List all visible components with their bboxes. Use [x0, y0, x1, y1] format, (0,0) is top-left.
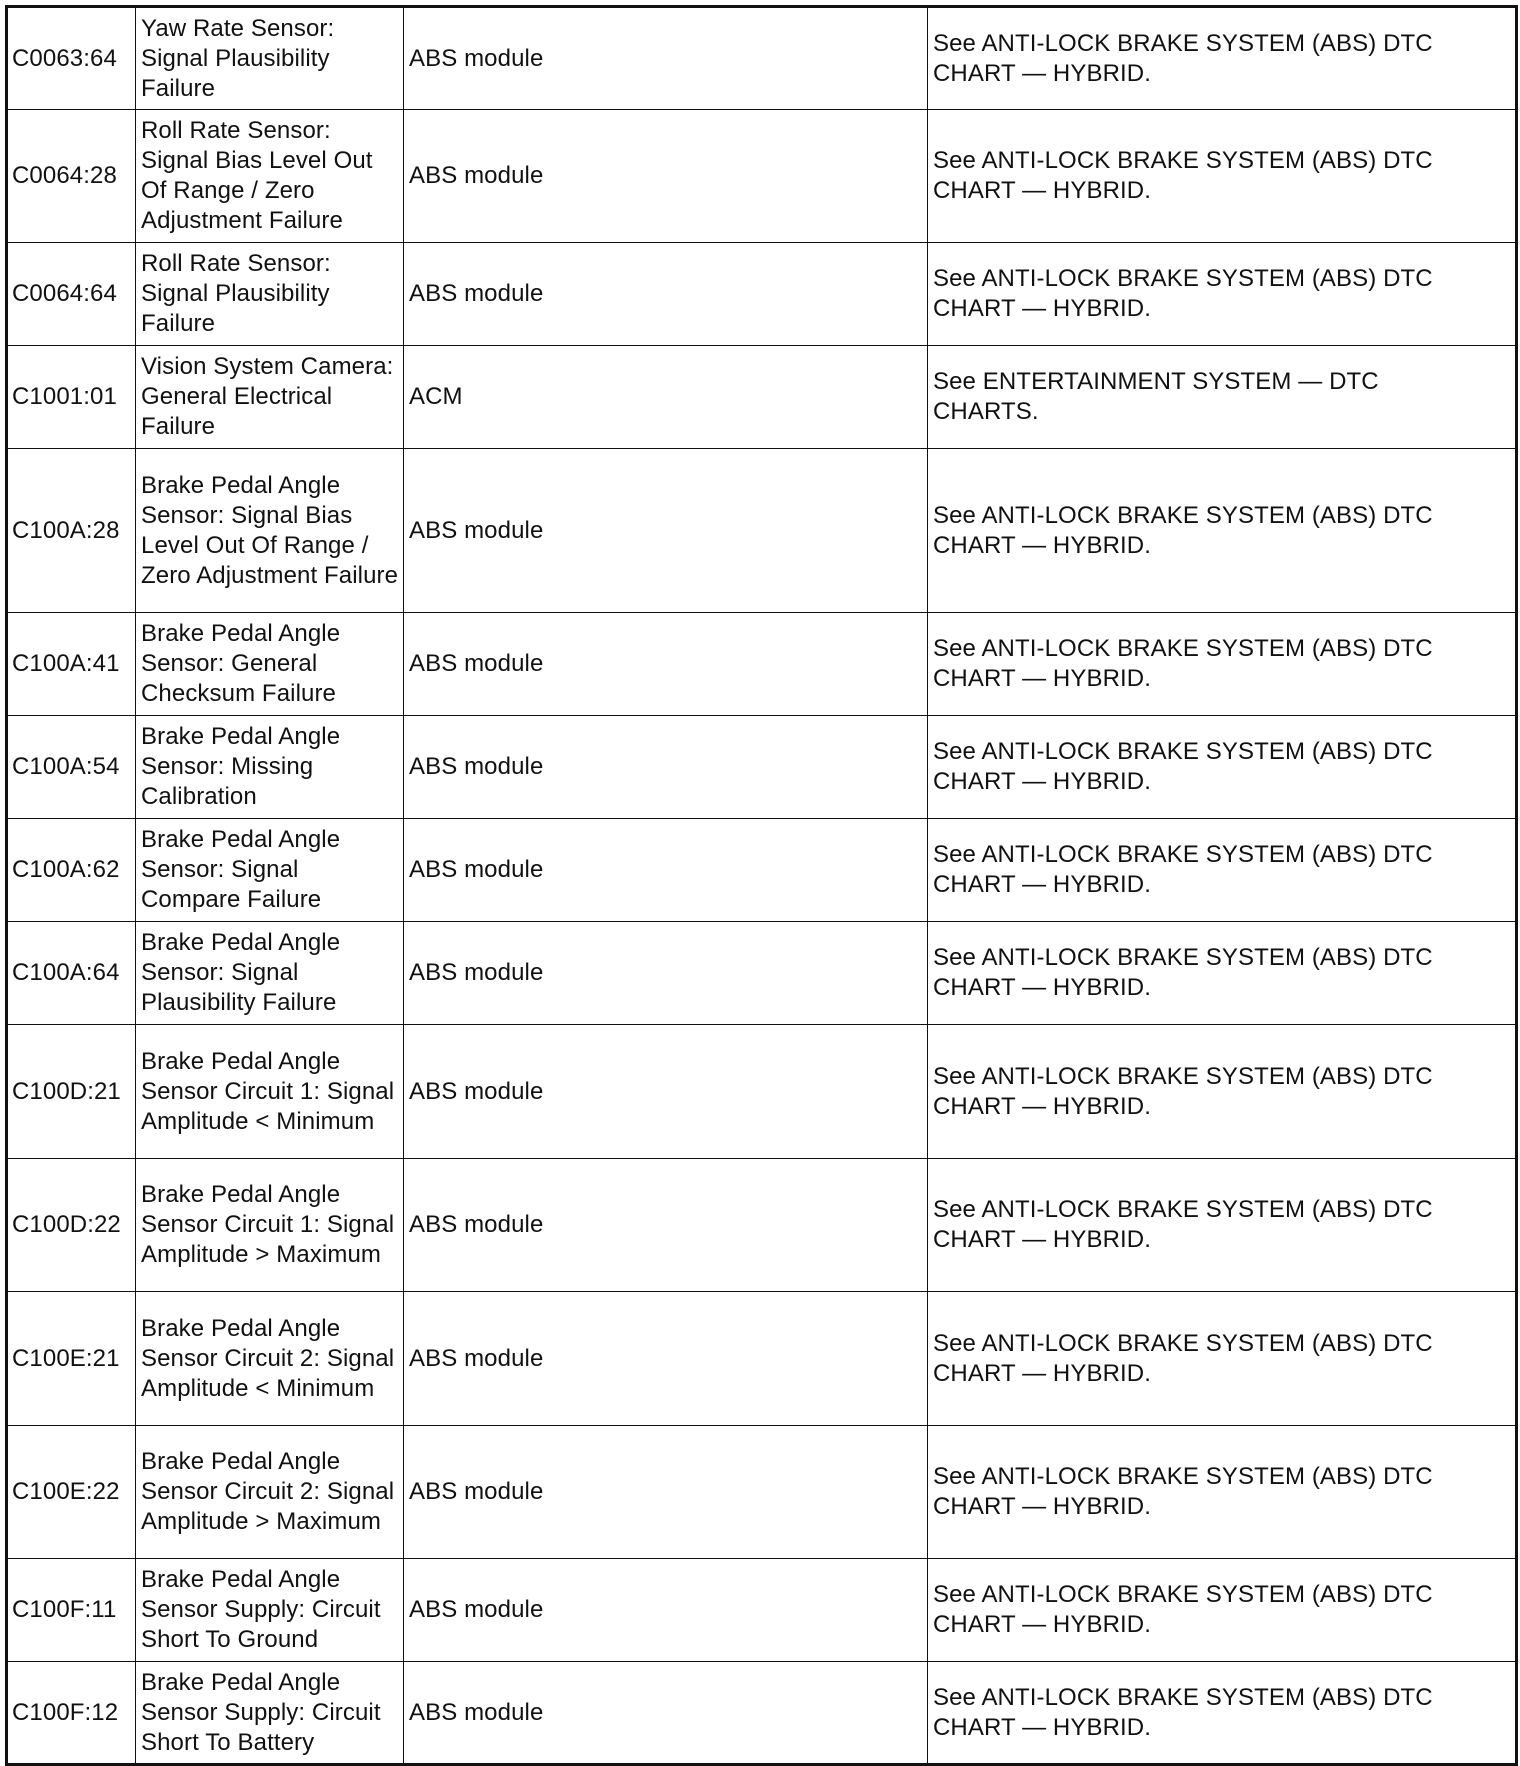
table-row	[7, 922, 1517, 1025]
table-row	[7, 449, 1517, 613]
dtc-code: C100D:22	[7, 1159, 136, 1292]
table-row	[7, 819, 1517, 922]
dtc-action: See ANTI-LOCK BRAKE SYSTEM (ABS) DTC CHART — HYBRID.	[928, 243, 1517, 346]
dtc-action: See ANTI-LOCK BRAKE SYSTEM (ABS) DTC CHART — HYBRID.	[928, 1025, 1517, 1159]
dtc-module: ABS module	[404, 243, 928, 346]
dtc-module: ABS module	[404, 922, 928, 1025]
table-row	[7, 1662, 1517, 1765]
table-row	[7, 1559, 1517, 1662]
dtc-code: C100E:21	[7, 1292, 136, 1426]
dtc-module: ABS module	[404, 1662, 928, 1765]
dtc-code: C1001:01	[7, 346, 136, 449]
dtc-action: See ANTI-LOCK BRAKE SYSTEM (ABS) DTC CHART — HYBRID.	[928, 819, 1517, 922]
dtc-code: C100A:64	[7, 922, 136, 1025]
dtc-action: See ANTI-LOCK BRAKE SYSTEM (ABS) DTC CHART — HYBRID.	[928, 1662, 1517, 1765]
dtc-description: Brake Pedal Angle Sensor Circuit 1: Signal Amplitude > Maximum	[136, 1159, 404, 1292]
dtc-module: ACM	[404, 346, 928, 449]
dtc-module: ABS module	[404, 613, 928, 716]
table-row	[7, 7, 1517, 110]
dtc-action: See ANTI-LOCK BRAKE SYSTEM (ABS) DTC CHART — HYBRID.	[928, 110, 1517, 243]
dtc-description: Vision System Camera: General Electrical Failure	[136, 346, 404, 449]
dtc-action: See ANTI-LOCK BRAKE SYSTEM (ABS) DTC CHART — HYBRID.	[928, 1292, 1517, 1426]
dtc-action: See ANTI-LOCK BRAKE SYSTEM (ABS) DTC CHART — HYBRID.	[928, 716, 1517, 819]
dtc-description: Brake Pedal Angle Sensor Circuit 2: Signal Amplitude > Maximum	[136, 1426, 404, 1559]
dtc-action: See ENTERTAINMENT SYSTEM — DTC CHARTS.	[928, 346, 1517, 449]
table-row	[7, 613, 1517, 716]
dtc-action: See ANTI-LOCK BRAKE SYSTEM (ABS) DTC CHART — HYBRID.	[928, 1159, 1517, 1292]
dtc-action: See ANTI-LOCK BRAKE SYSTEM (ABS) DTC CHART — HYBRID.	[928, 1559, 1517, 1662]
dtc-description: Brake Pedal Angle Sensor: Missing Calibration	[136, 716, 404, 819]
dtc-table-body	[7, 7, 1517, 1765]
dtc-module: ABS module	[404, 1559, 928, 1662]
dtc-code: C0064:28	[7, 110, 136, 243]
dtc-action: See ANTI-LOCK BRAKE SYSTEM (ABS) DTC CHART — HYBRID.	[928, 1426, 1517, 1559]
dtc-description: Brake Pedal Angle Sensor: Signal Compare Failure	[136, 819, 404, 922]
dtc-code: C100F:12	[7, 1662, 136, 1765]
dtc-description: Brake Pedal Angle Sensor: General Checksum Failure	[136, 613, 404, 716]
dtc-action: See ANTI-LOCK BRAKE SYSTEM (ABS) DTC CHART — HYBRID.	[928, 449, 1517, 613]
dtc-description: Brake Pedal Angle Sensor Circuit 1: Signal Amplitude < Minimum	[136, 1025, 404, 1159]
dtc-table	[5, 5, 1518, 1766]
dtc-description: Roll Rate Sensor: Signal Plausibility Failure	[136, 243, 404, 346]
dtc-module: ABS module	[404, 819, 928, 922]
dtc-code: C100E:22	[7, 1426, 136, 1559]
dtc-code: C100A:54	[7, 716, 136, 819]
dtc-description: Yaw Rate Sensor: Signal Plausibility Failure	[136, 7, 404, 110]
dtc-code: C100A:41	[7, 613, 136, 716]
dtc-module: ABS module	[404, 7, 928, 110]
table-row	[7, 1426, 1517, 1559]
dtc-code: C0063:64	[7, 7, 136, 110]
dtc-module: ABS module	[404, 1292, 928, 1426]
table-row	[7, 346, 1517, 449]
dtc-description: Brake Pedal Angle Sensor Circuit 2: Signal Amplitude < Minimum	[136, 1292, 404, 1426]
dtc-code: C100A:62	[7, 819, 136, 922]
table-row	[7, 1159, 1517, 1292]
dtc-code: C0064:64	[7, 243, 136, 346]
dtc-action: See ANTI-LOCK BRAKE SYSTEM (ABS) DTC CHART — HYBRID.	[928, 922, 1517, 1025]
dtc-module: ABS module	[404, 1426, 928, 1559]
dtc-description: Brake Pedal Angle Sensor Supply: Circuit Short To Ground	[136, 1559, 404, 1662]
dtc-action: See ANTI-LOCK BRAKE SYSTEM (ABS) DTC CHART — HYBRID.	[928, 7, 1517, 110]
table-row	[7, 243, 1517, 346]
table-row	[7, 1292, 1517, 1426]
dtc-description: Brake Pedal Angle Sensor: Signal Plausibility Failure	[136, 922, 404, 1025]
dtc-code: C100A:28	[7, 449, 136, 613]
dtc-module: ABS module	[404, 1025, 928, 1159]
dtc-code: C100F:11	[7, 1559, 136, 1662]
dtc-description: Roll Rate Sensor: Signal Bias Level Out Of Range / Zero Adjustment Failure	[136, 110, 404, 243]
dtc-description: Brake Pedal Angle Sensor: Signal Bias Level Out Of Range / Zero Adjustment Failure	[136, 449, 404, 613]
table-row	[7, 716, 1517, 819]
table-row	[7, 1025, 1517, 1159]
table-row	[7, 110, 1517, 243]
dtc-module: ABS module	[404, 716, 928, 819]
dtc-module: ABS module	[404, 449, 928, 613]
dtc-code: C100D:21	[7, 1025, 136, 1159]
dtc-action: See ANTI-LOCK BRAKE SYSTEM (ABS) DTC CHART — HYBRID.	[928, 613, 1517, 716]
dtc-description: Brake Pedal Angle Sensor Supply: Circuit Short To Battery	[136, 1662, 404, 1765]
dtc-module: ABS module	[404, 1159, 928, 1292]
dtc-module: ABS module	[404, 110, 928, 243]
